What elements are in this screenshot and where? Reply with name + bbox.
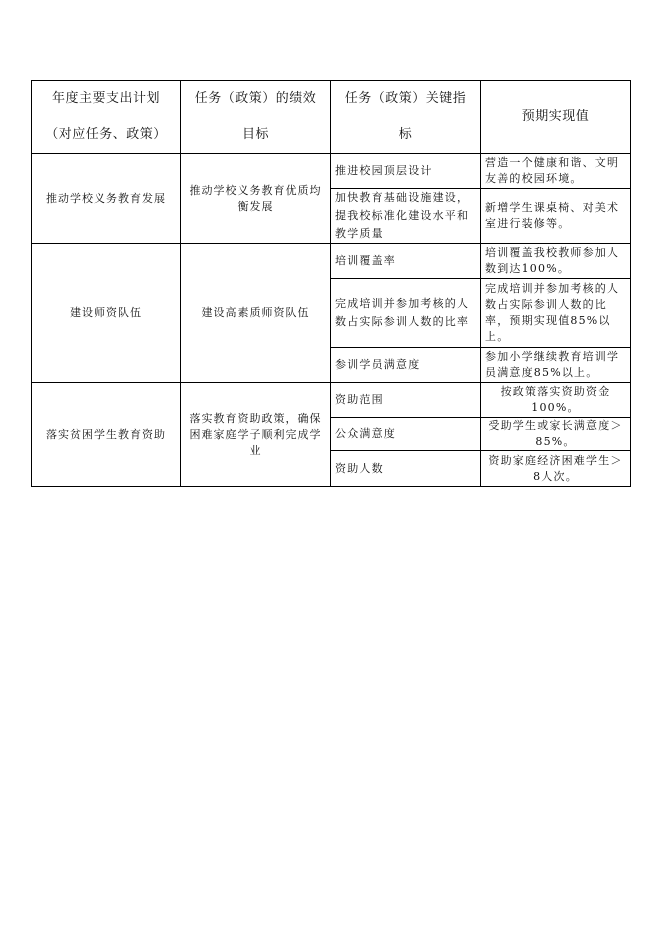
header-goal-line2: 目标 — [241, 127, 269, 142]
header-indicator-line2: 标 — [398, 127, 413, 142]
header-plan — [32, 81, 181, 154]
plan-cell: 落实贫困学生教育资助 — [32, 383, 181, 487]
value-cell: 培训覆盖我校教师参加人数到达100%。 — [481, 244, 631, 279]
header-expected-value — [481, 81, 631, 154]
indicator-cell: 资助范围 — [331, 383, 481, 418]
goal-cell: 建设高素质师资队伍 — [181, 244, 331, 383]
header-indicator — [331, 81, 481, 154]
expenditure-plan-table — [31, 80, 631, 487]
value-cell: 参加小学继续教育培训学员满意度85%以上。 — [481, 348, 631, 383]
header-goal-line1: 任务（政策）的绩效 — [194, 91, 317, 106]
header-plan-line1: 年度主要支出计划 — [51, 91, 160, 106]
header-indicator-line1: 任务（政策）关键指 — [344, 91, 467, 106]
value-cell: 营造一个健康和谐、文明友善的校园环境。 — [481, 154, 631, 189]
goal-cell: 推动学校义务教育优质均衡发展 — [181, 154, 331, 244]
table-row — [32, 383, 631, 418]
value-cell: 完成培训并参加考核的人数占实际参训人数的比率，预期实现值85%以上。 — [481, 279, 631, 348]
table-row — [32, 154, 631, 189]
table-row — [32, 244, 631, 279]
plan-cell: 建设师资队伍 — [32, 244, 181, 383]
indicator-cell: 完成培训并参加考核的人数占实际参训人数的比率 — [331, 279, 481, 348]
value-cell: 新增学生课桌椅、对美术室进行装修等。 — [481, 189, 631, 244]
value-cell: 资助家庭经济困难学生＞8人次。 — [481, 451, 631, 487]
header-expected-value-text: 预期实现值 — [521, 109, 590, 124]
header-goal — [181, 81, 331, 154]
indicator-cell: 加快教育基础设施建设，提我校标准化建设水平和教学质量 — [331, 189, 481, 244]
value-cell: 受助学生或家长满意度＞85%。 — [481, 418, 631, 451]
goal-cell: 落实教育资助政策，确保困难家庭学子顺利完成学业 — [181, 383, 331, 487]
indicator-cell: 培训覆盖率 — [331, 244, 481, 279]
plan-cell: 推动学校义务教育发展 — [32, 154, 181, 244]
value-cell: 按政策落实资助资金100%。 — [481, 383, 631, 418]
header-plan-line2: （对应任务、政策） — [45, 127, 167, 142]
table-header-row — [32, 81, 631, 154]
indicator-cell: 资助人数 — [331, 451, 481, 487]
indicator-cell: 参训学员满意度 — [331, 348, 481, 383]
indicator-cell: 推进校园顶层设计 — [331, 154, 481, 189]
indicator-cell: 公众满意度 — [331, 418, 481, 451]
